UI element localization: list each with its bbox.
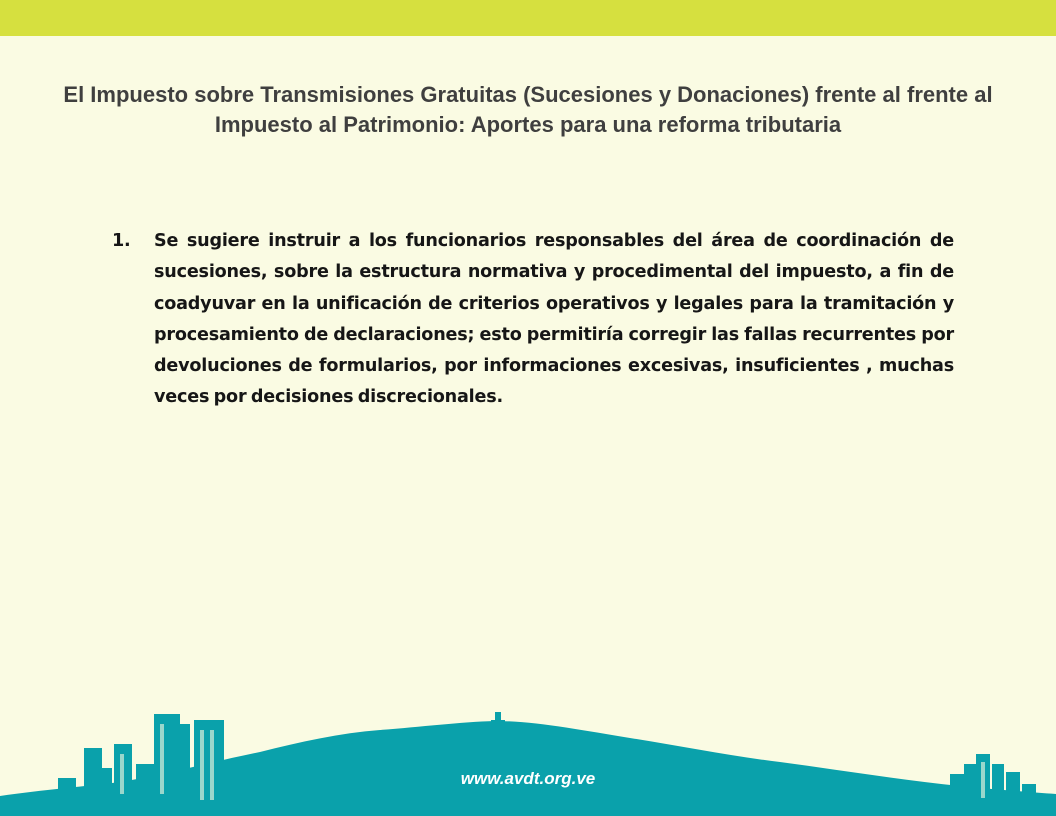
recommendation-list [112,226,954,414]
building [194,720,224,816]
item-number: 1. [112,231,131,251]
top-accent-bar [0,0,1056,36]
slide-title: El Impuesto sobre Transmisiones Gratuitas (Sucesiones y Donaciones) frente al frente al Impuesto al Patrimonio: Aportes para una reforma tributaria [63,82,993,137]
building [154,714,180,816]
footer-url[interactable]: www.avdt.org.ve [460,769,596,788]
skyline-mountain-illustration [0,700,1056,816]
item-text: Se sugiere instruir a los funcionarios responsables del área de coordinación de sucesiones, sobre la estructura normativa y procedimental del impuesto, a fin de coadyuvar en la unificación de criterios operativos y legales para la tramitación y procesamiento de declaraciones; esto permitiría corregir las fallas recurrentes por devoluciones de formularios, por informaciones excesivas, insuficientes , muchas veces por decisiones discrecionales. [154,231,954,408]
list-item [112,226,954,414]
